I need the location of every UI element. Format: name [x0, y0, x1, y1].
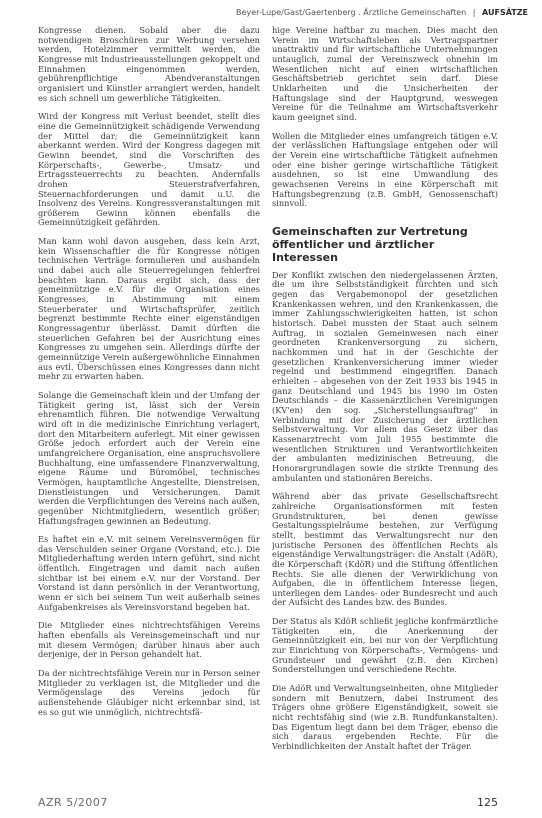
journal-issue: AZR 5/2007 — [38, 796, 108, 809]
paragraph: Es haftet ein e.V. mit seinem Vereinsvermögen für das Verschulden seiner Organe (Vorstand, etc.). Die Mitgliederhaftung werden intern geführt, sind nicht öffentlich. Eingetragen und damit nach außen sichtbar ist bei einem e.V. nur der Vorstand. Der Vorstand ist dann persönlich in der Verantwortung, wenn er sich bei seinem Tun weit außerhalb seines Aufgabenkreises als Vereinsvorstand begeben hat. — [38, 534, 260, 612]
header-dot: . — [358, 8, 361, 17]
paragraph: Der Konflikt zwischen den niedergelassenen Ärzten, die um ihre Selbstständigkeit fürchten und sich gegen das Vergabemonopol der gesetzlichen Krankenkassen wehren, und den Krankenkassen, die immer Zahlungsschwierigkeiten hatten, ist schon historisch. Dabei mussten der Staat auch seinem Auftrag, in sozialen Gemeinwesen nach einer geordneten Krankenversorgung zu sichern, nachkommen und hat in der Geschichte der gesetzlichen Krankenversicherung immer wieder regelnd und bestimmend eingegriffen. Danach erhielten – abgesehen von der Zeit 1933 bis 1945 in ganz Deutschland und 1945 bis 1990 im Osten Deutschlands – die Kassenärztlichen Vereinigungen (KV'en) den sog. „Sicherstellungsauftrag" in Verbindung mit der Zusicherung der ärztlichen Selbstverwaltung. Vor allem das Gesetz über das Kassenarztrecht vom Juli 1955 bestimmte die wesentlichen Strukturen und Verantwortlichkeiten der ambulanten medizinischen Betreuung, die Honorargrundlagen sowie die strikte Trennung des ambulanten und stationären Bereichs. — [272, 269, 498, 483]
header-section: AUFSÄTZE — [482, 8, 528, 17]
page-number: 125 — [477, 796, 498, 809]
paragraph: Der Status als KdöR schließt jegliche konfrmärztliche Tätigkeiten ein, die Anerkennung der Gemeinnützigkeit ein, bei nur von der Verpflichtung zur Einrichtung von Körperschafts-, Vermögens- und Grundsteuer und gewährt (z.B. den Kirchen) Sonderstellungen und verschiedene Rechte. — [272, 616, 498, 675]
paragraph: Solange die Gemeinschaft klein und der Umfang der Tätigkeit gering ist, lässt sich der Verein ehrenamtlich führen. Die notwendige Verwaltung wird oft in die medizinische Einrichtung verlagert, dort den Mitarbeitern auferlegt. Mit einer gewissen Größe jedoch erfordert auch der Verein eine umfangreichere Organisation, eine anspruchsvollere Buchhaltung, eine umfassendere Finanzverwaltung, eigene Räume und Büromöbel, technisches Vermögen, hauptamtliche Angestellte, Dienstreisen, Dienstleistungen und Versicherungen. Damit werden die Verpflichtungen des Vereins nach außen, gegenüber Nichtmitgliedern, wesentlich größer; Haftungsfragen gewinnen an Bedeutung. — [38, 389, 260, 526]
paragraph: Man kann wohl davon ausgehen, dass kein Arzt, kein Wissenschaftler die für Kongresse nötigen technischen Verträge formulieren und aushandeln und dabei auch alle Steuerregelungen fehlerfrei beachten kann. Daraus ergibt sich, dass der gemeinnützige e.V. für die Organisation eines Kongresses, in Abstimmung mit einem Steuerberater und Wirtschaftsprüfer, zeitlich begrenzt bestimmte Rechte einer eigenständigen Kongressagentur überlässt. Damit dürften die steuerlichen Gefahren bei der Ausrichtung eines Kongresses zu umgehen sein. Allerdings dürfte der gemeinnützige Verein außergewöhnliche Einnahmen aus evtl. Überschüssen eines Kongresses dann nicht mehr zu erwarten haben. — [38, 236, 260, 382]
paragraph: Wollen die Mitglieder eines umfangreich tätigen e.V. der verlässlichen Haftungslage entgehen oder will der Verein eine wirtschaftliche Tätigkeit aufnehmen oder eine bisher geringe wirtschaftliche Tätigkeit ausdehnen, so ist eine Umwandlung des gewachsenen Vereins in eine Körperschaft mit Haftungsbegrenzung (z.B. GmbH, Genossenschaft) sinnvoll. — [272, 130, 498, 209]
right-column — [272, 26, 498, 788]
header-running-title: Ärztliche Gemeinschaften — [363, 8, 467, 17]
paragraph: Kongresse dienen. Sobald aber die dazu notwendigen Broschüren zur Werbung versehen werden, Hotelzimmer vermittelt werden, die Kongresse mit Industrieausstellungen gekoppelt und Einnahmen eingenommen werden, gebührenpflichtige Abendveranstaltungen organisiert und Künstler arrangiert werden, handelt es sich schnell um gewerbliche Tätigkeiten. — [38, 26, 260, 103]
header-separator: | — [472, 8, 476, 17]
paragraph: Die Mitglieder eines nichtrechtsfähigen Vereins haften ebenfalls als Vereinsgemeinschaft und nur mit diesem Vermögen; darüber hinaus aber auch derjenige, der in Person gehandelt hat. — [38, 620, 260, 660]
running-header — [236, 8, 528, 17]
section-heading: Gemeinschaften zur Vertretung öffentlicher und ärztlicher Interessen — [272, 224, 468, 264]
header-authors: Beyer-Lupe/Gast/Gaertenberg — [236, 8, 356, 17]
paragraph: Während aber das private Gesellschaftsrecht zahlreiche Organisationsformen mit festen Grundstrukturen, bei denen gewisse Gestaltungsspielräume bestehen, zur Verfügung stellt, bestimmt das Verwaltungsrecht nur den juristische Personen des öffentlichen Rechts als eigenständige Verwaltungsträger: die Anstalt (AdöR), die Körperschaft (KdöR) und die Stiftung öffentlichen Rechts. Sie alle dienen der Verwirklichung von Aufgaben, die in öffentlichem Interesse liegen, unterliegen dem Landes- oder Bundesrecht und auch der Aufsicht des Landes bzw. des Bundes. — [272, 491, 498, 608]
left-column — [38, 26, 260, 788]
paragraph: hige Vereine haftbar zu machen. Dies macht den Verein im Wirtschaftsleben als Vertragspartner unattraktiv und für wirtschaftliche Unternehmungen untauglich, zumal der Vereinszweck ohnehin im Wesentlichen nicht auf einen wirtschaftlichen Geschäftsbetrieb gerichtet sein darf. Diese Unklarheiten und die Unsicherheiten der Haftungslage sind der Hauptgrund, weswegen Vereine für die Teilnahme am Wirtschaftsverkehr kaum geeignet sind. — [272, 26, 498, 122]
paragraph: Die AdöR und Verwaltungseinheiten, ohne Mitglieder sondern mit Benutzern, dabei Instrument des Trägers ohne größere Eigenständigkeit, soweit sie nicht rechtsfähig sind (wie z.B. Rundfunkanstalten). Das Eigentum liegt dann bei dem Träger, ebenso die sich daraus ergebenden Rechte. Für die Verbindlichkeiten der Anstalt haftet der Träger. — [272, 683, 498, 751]
paragraph: Wird der Kongress mit Verlust beendet, stellt dies eine die Gemeinnützigkeit schädigende Verwendung der Mittel dar; die Gemeinnützigkeit kann aberkannt werden. Wird der Kongress dagegen mit Gewinn beendet, sind die Vorschriften des Körperschafts-, Gewerbe-, Umsatz- und Ertragssteuerrechts zu beachten. Andernfalls drohen Steuerstrafverfahren, Steuernachforderungen und damit u.U. die Insolvenz des Vereins. Kongressveranstaltungen mit größerem Gewinn können ebenfalls die Gemeinnützigkeit gefährden. — [38, 111, 260, 228]
paragraph: Da der nichtrechtsfähige Verein nur in Person seiner Mitglieder zu verklagen ist, die Mitglieder und die Vermögenslage des Vereins jedoch für außenstehende Gläubiger nicht erkennbar sind, ist es so gut wie unmöglich, nichtrechtsfä- — [38, 668, 260, 717]
